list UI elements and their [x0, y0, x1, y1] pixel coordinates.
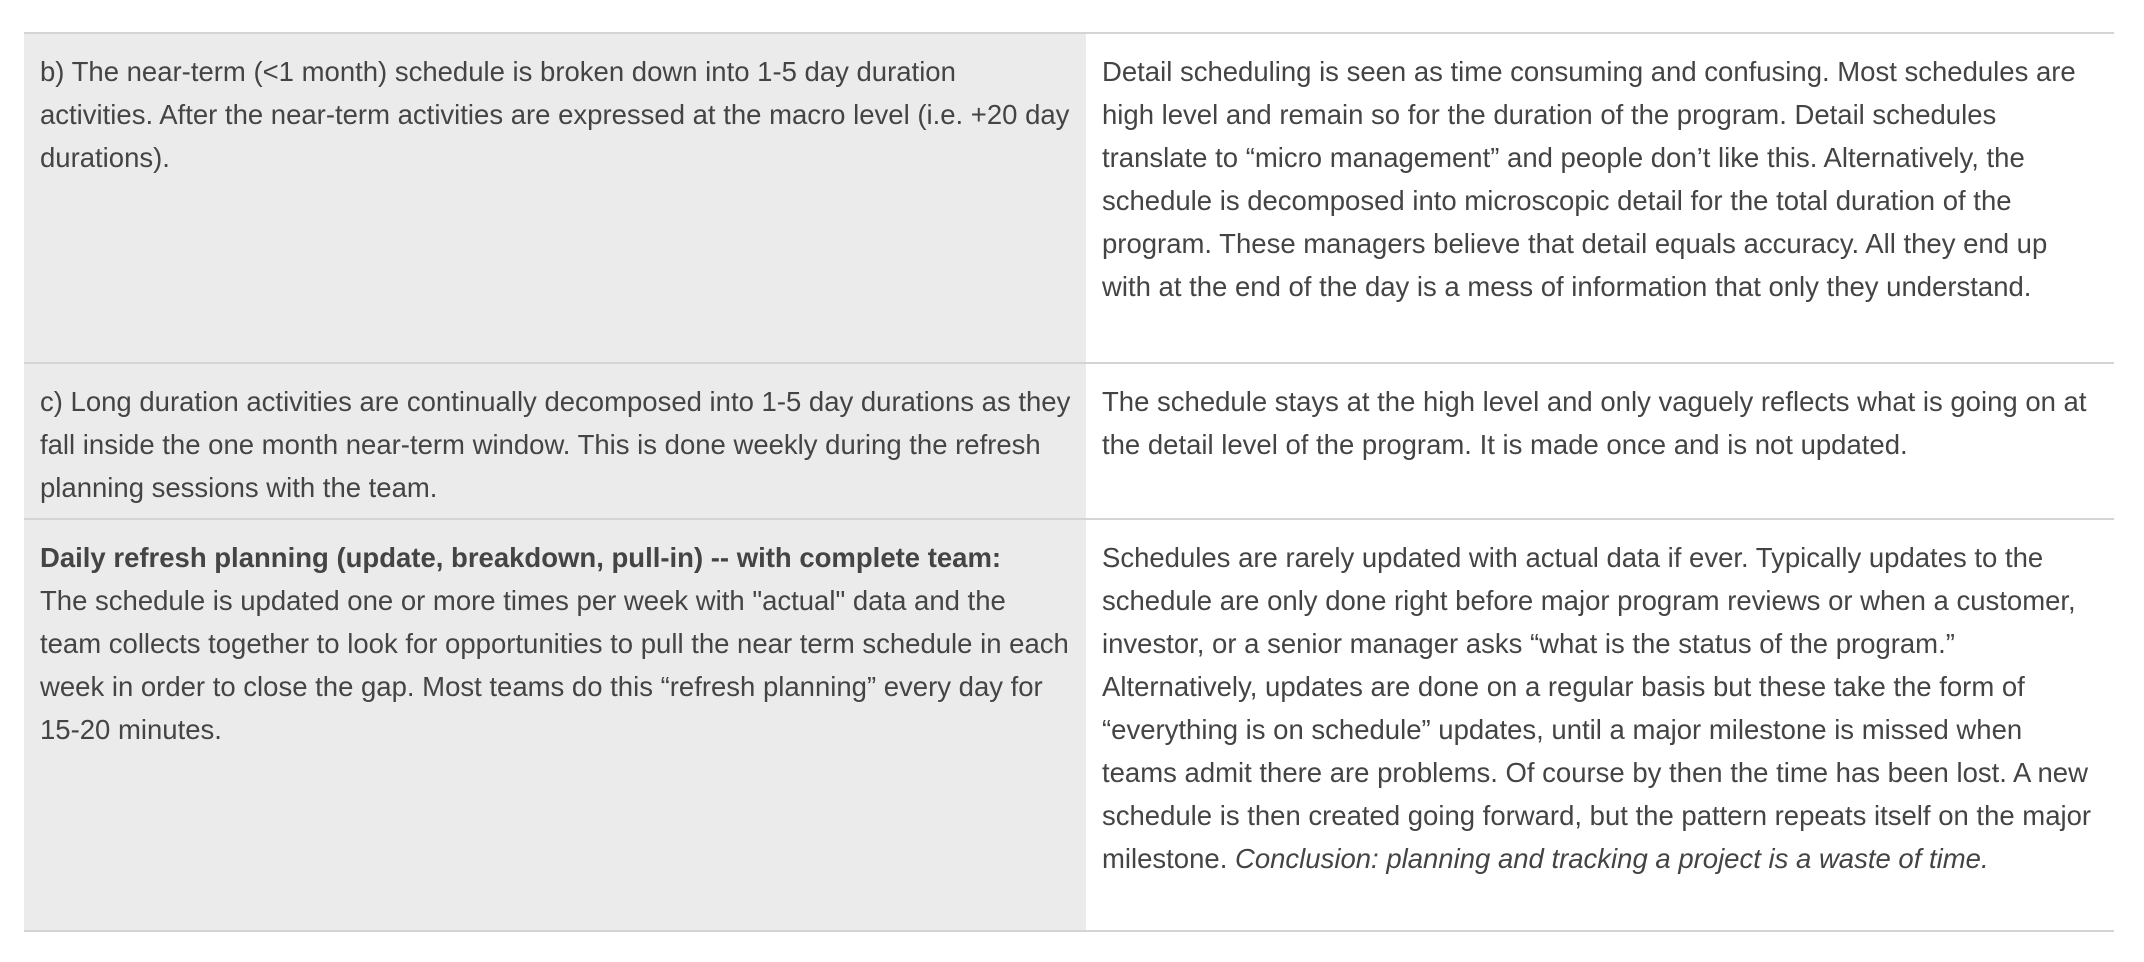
comparison-table	[24, 32, 2114, 932]
practice-cell	[24, 34, 1086, 362]
problem-text: Schedules are rarely updated with actual data if ever. Typically updates to the schedule are only done right before major program reviews or when a customer, investor, or a senior manager asks “what is the status of the program.” Alternatively, updates are done on a regular basis but these take the form of “everything is on schedule” updates, until a major milestone is missed when teams admit there are problems. Of course by then the time has been lost. A new schedule is then created going forward, but the pattern repeats itself on the major milestone.	[1102, 542, 2092, 874]
conclusion-text: Conclusion: planning and tracking a project is a waste of time.	[1234, 843, 1989, 874]
problem-text: The schedule stays at the high level and only vaguely reflects what is going on at the detail level of the program. It is made once and is not updated.	[1102, 386, 2087, 460]
problem-cell	[1086, 364, 2114, 518]
practice-text: c) Long duration activities are continually decomposed into 1-5 day durations as they fall inside the one month near-term window. This is done weekly during the refresh planning sessions with the team.	[40, 386, 1071, 503]
practice-text: The schedule is updated one or more times per week with "actual" data and the team collects together to look for opportunities to pull the near term schedule in each week in order to close the gap. Most teams do this “refresh planning” every day for 15-20 minutes.	[40, 585, 1069, 745]
problem-text: Detail scheduling is seen as time consuming and confusing. Most schedules are high level and remain so for the duration of the program. Detail schedules translate to “micro management” and people don’t like this. Alternatively, the schedule is decomposed into microscopic detail for the total duration of the program. These managers believe that detail equals accuracy. All they end up with at the end of the day is a mess of information that only they understand.	[1102, 56, 2076, 302]
practice-cell	[24, 364, 1086, 518]
table-row	[24, 364, 2114, 520]
table-row	[24, 34, 2114, 364]
practice-heading: Daily refresh planning (update, breakdown, pull-in) -- with complete team:	[40, 542, 1002, 573]
table-row	[24, 520, 2114, 932]
practice-cell	[24, 520, 1086, 930]
problem-cell	[1086, 34, 2114, 362]
problem-cell	[1086, 520, 2114, 930]
practice-text: b) The near-term (<1 month) schedule is broken down into 1-5 day duration activities. After the near-term activities are expressed at the macro level (i.e. +20 day durations).	[40, 56, 1070, 173]
